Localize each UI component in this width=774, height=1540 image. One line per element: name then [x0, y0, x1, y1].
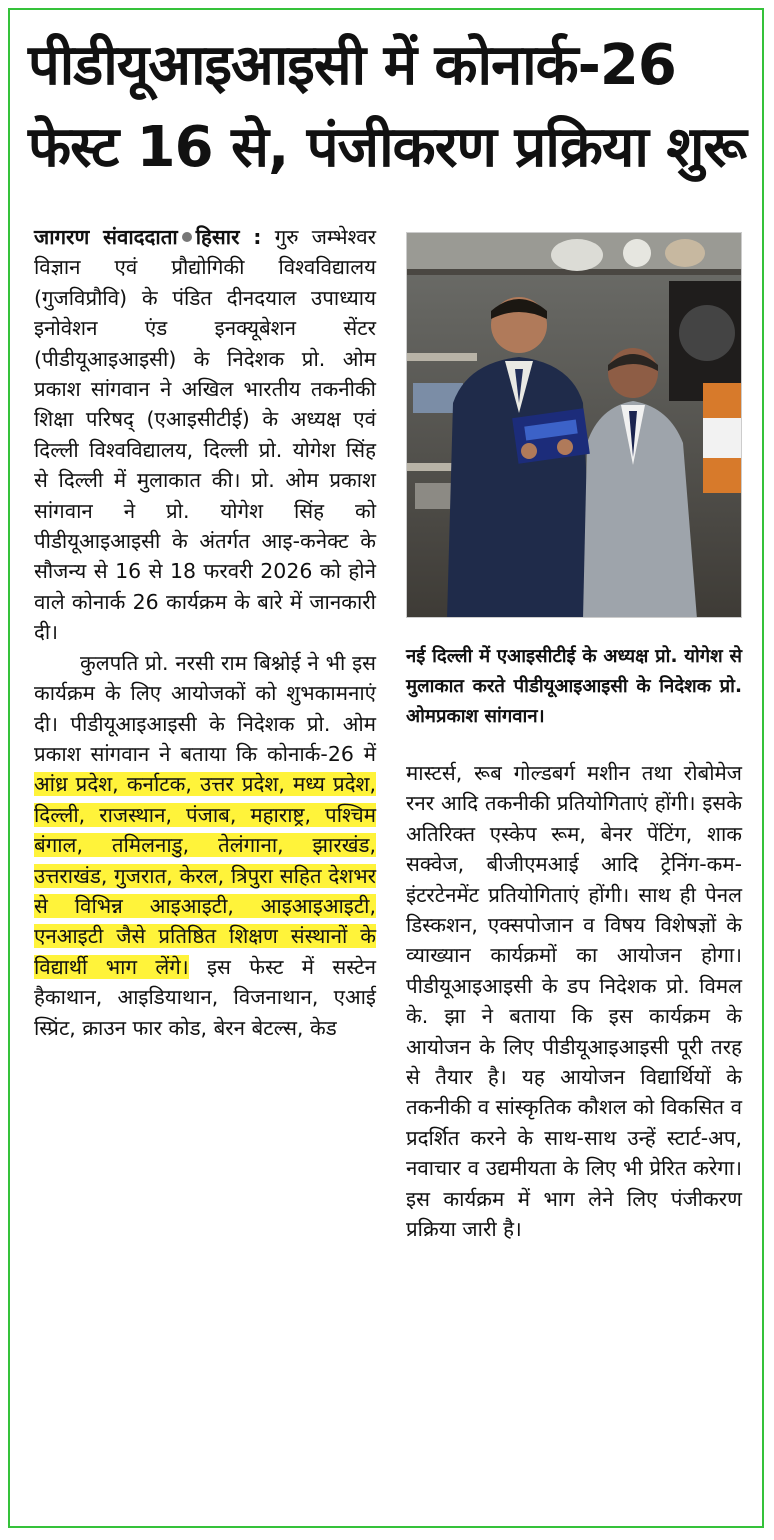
article-paragraph-2: [34, 648, 376, 1043]
bullet-icon: [182, 232, 192, 242]
paragraph-1-text: गुरु जम्भेश्वर विज्ञान एवं प्रौद्योगिकी विश्वविद्यालय (गुजविप्रौवि) के पंडित दीनदयाल उपाध्याय इनोवेशन एंड इनक्यूबेशन सेंटर (पीडीयूआइआइसी) के निदेशक प्रो. ओम प्रकाश सांगवान ने अखिल भारतीय तकनीकी शिक्षा परिषद् (एआइसीटीई) के अध्यक्ष एवं दिल्ली विश्वविद्यालय, दिल्ली प्रो. योगेश सिंह से दिल्ली में मुलाकात की। प्रो. ओम प्रकाश सांगवान ने प्रो. योगेश सिंह को पीडीयूआइआइसी के अंतर्गत आइ-कनेक्ट के सौजन्य से 16 से 18 फरवरी 2026 को होने वाले कोनार्क 26 कार्यक्रम के बारे में जानकारी दी।: [34, 225, 376, 645]
headline-line-2: फेस्ट 16 से, पंजीकरण प्रक्रिया शुरू: [28, 115, 746, 180]
paragraph-2-continued: इस फेस्ट में सस्टेन हैकाथान, आइडियाथान, विजनाथान, एआई स्प्रिंट, क्राउन फार कोड, बेरन बेटल्स, केड: [34, 954, 376, 1040]
highlighted-text: आंध्र प्रदेश, कर्नाटक, उत्तर प्रदेश, मध्य प्रदेश, दिल्ली, राजस्थान, पंजाब, महाराष्ट्र, पश्चिम बंगाल, तमिलनाडु, तेलंगाना, झारखंड, उत्तराखंड, गुजरात, केरल, त्रिपुरा सहित देशभर से विभिन्न आइआइटी, आइआइआइटी, एनआइटी जैसे प्रतिष्ठित शिक्षण संस्थानों के विद्यार्थी भाग लेंगे।: [34, 772, 376, 979]
paragraph-2-right-text: मास्टर्स, रूब गोल्डबर्ग मशीन तथा रोबोमेज रनर आदि तकनीकी प्रतियोगिताएं होंगी। इसके अतिरिक्त एस्केप रूम, बेनर पेंटिंग, शाक सक्वेज, बीजीएमआई आदि ट्रेनिंग-कम-इंटरटेनमेंट प्रतियोगिताएं होंगी। साथ ही पेनल डिस्कशन, एक्सपोजान व विषय विशेषज्ञों के व्याख्यान कार्यक्रमों का आयोजन होगा। पीडीयूआइआइसी के डप निदेशक प्रो. विमल के. झा ने बताया कि इस कार्यक्रम के आयोजन के लिए पीडीयूआइआइसी पूरी तरह से तैयार है। यह आयोजन विद्यार्थियों के तकनीकी व सांस्कृतिक कौशल को विकसित व प्रदर्शित करने के साथ-साथ उन्हें स्टार्ट-अप, नवाचार व उद्यमीयता के लिए भी प्रेरित करेगा। इस कार्यक्रम में भाग लेने लिए पंजीकरण प्रक्रिया जारी है।: [406, 761, 742, 1242]
article-right-column: [406, 758, 742, 1245]
dateline: हिसार :: [195, 225, 262, 249]
paragraph-2-start: कुलपति प्रो. नरसी राम बिश्नोई ने भी इस कार्यक्रम के लिए आयोजकों को शुभकामनाएं दी। पीडीयूआइआइसी के निदेशक प्रो. ओम प्रकाश सांगवान ने बताया कि कोनार्क-26 में: [34, 650, 376, 766]
photo-illustration: [407, 233, 742, 618]
article-paragraph-1: [34, 222, 376, 648]
byline: जागरण संवाददाता: [34, 225, 178, 249]
article-left-column: [34, 222, 376, 1043]
news-photo: [406, 232, 742, 618]
photo-caption: नई दिल्ली में एआइसीटीई के अध्यक्ष प्रो. योगेश से मुलाकात करते पीडीयूआइआइसी के निदेशक प्रो. ओमप्रकाश सांगवान।: [406, 646, 742, 727]
headline-line-1: पीडीयूआइआइसी में कोनार्क-26: [28, 33, 676, 98]
